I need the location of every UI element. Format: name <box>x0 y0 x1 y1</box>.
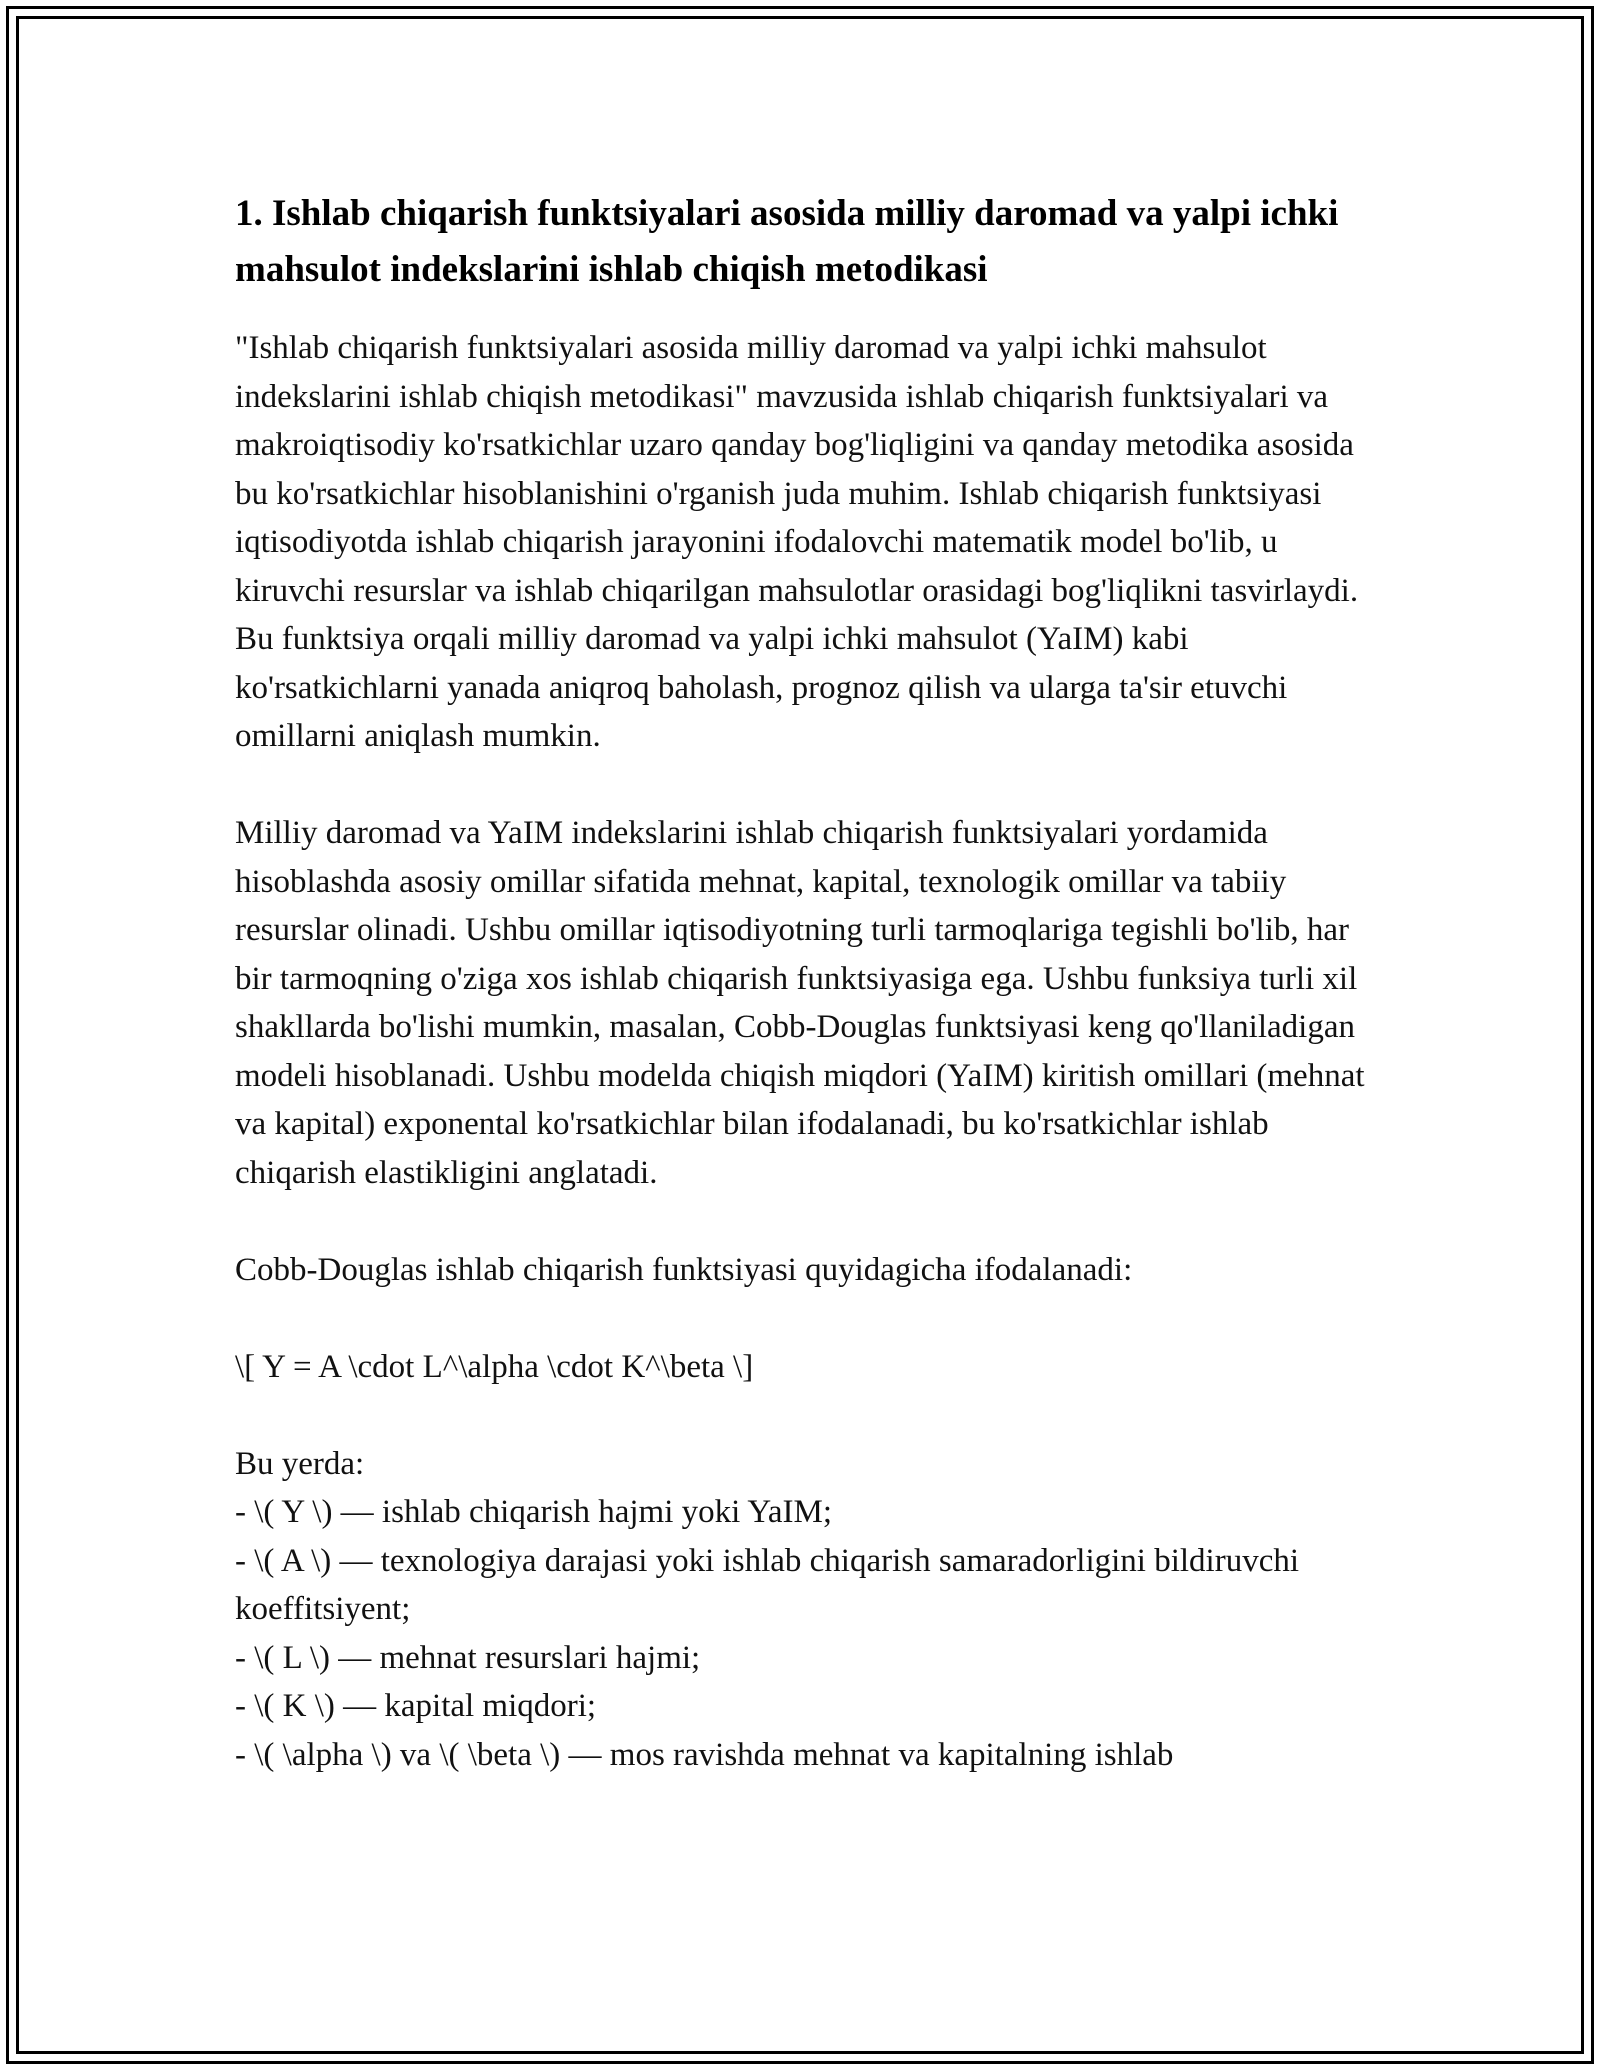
legend-item: - \( \alpha \) va \( \beta \) — mos ravishda mehnat va kapitalning ishlab <box>235 1736 1174 1773</box>
formula-intro: Cobb-Douglas ishlab chiqarish funktsiyasi quyidagicha ifodalanadi: <box>235 1251 1133 1288</box>
paragraph-intro: "Ishlab chiqarish funktsiyalari asosida milliy daromad va yalpi ichki mahsulot indekslarini ishlab chiqish metodikasi" mavzusida ishlab chiqarish funktsiyalari va makroiqtisodiy ko'rsatkichlar uzaro qanday bog'liqligini va qanday metodika asosida bu ko'rsatkichlar hisoblanishini o'rganish juda muhim. Ishlab chiqarish funktsiyasi iqtisodiyotda ishlab chiqarish jarayonini ifodalovchi matematik model bo'lib, u kiruvchi resurslar va ishlab chiqarilgan mahsulotlar orasidagi bog'liqlikni tasvirlaydi. Bu funktsiya orqali milliy daromad va yalpi ichki mahsulot (YaIM) kabi ko'rsatkichlarni yanada aniqroq baholash, prognoz qilish va ularga ta'sir etuvchi omillarni aniqlash mumkin. <box>235 330 1359 754</box>
paragraph-factors: Milliy daromad va YaIM indekslarini ishlab chiqarish funktsiyalari yordamida hisoblashda asosiy omillar sifatida mehnat, kapital, texnologik omillar va tabiiy resurslar olinadi. Ushbu omillar iqtisodiyotning turli tarmoqlariga tegishli bo'lib, har bir tarmoqning o'ziga xos ishlab chiqarish funktsiyasiga ega. Ushbu funksiya turli xil shakllarda bo'lishi mumkin, masalan, Cobb-Douglas funktsiyasi keng qo'llaniladigan modeli hisoblanadi. Ushbu modelda chiqish miqdori (YaIM) kiritish omillari (mehnat va kapital) exponental ko'rsatkichlar bilan ifodalanadi, bu ko'rsatkichlar ishlab chiqarish elastikligini anglatadi. <box>235 815 1365 1191</box>
legend-item: - \( K \) — kapital miqdori; <box>235 1688 597 1724</box>
document-body <box>235 186 1385 1779</box>
legend-item: - \( Y \) — ishlab chiqarish hajmi yoki YaIM; <box>235 1494 832 1530</box>
section-title: 1. Ishlab chiqarish funktsiyalari asosida milliy daromad va yalpi ichki mahsulot indekslarini ishlab chiqish metodikasi <box>235 193 1339 290</box>
legend-item: - \( A \) — texnologiya darajasi yoki ishlab chiqarish samaradorligini bildiruvchi koeffitsiyent; <box>235 1542 1300 1627</box>
legend-item: - \( L \) — mehnat resurslari hajmi; <box>235 1639 701 1676</box>
legend-heading: Bu yerda: <box>235 1445 365 1482</box>
formula: \[ Y = A \cdot L^\alpha \cdot K^\beta \] <box>235 1348 754 1385</box>
